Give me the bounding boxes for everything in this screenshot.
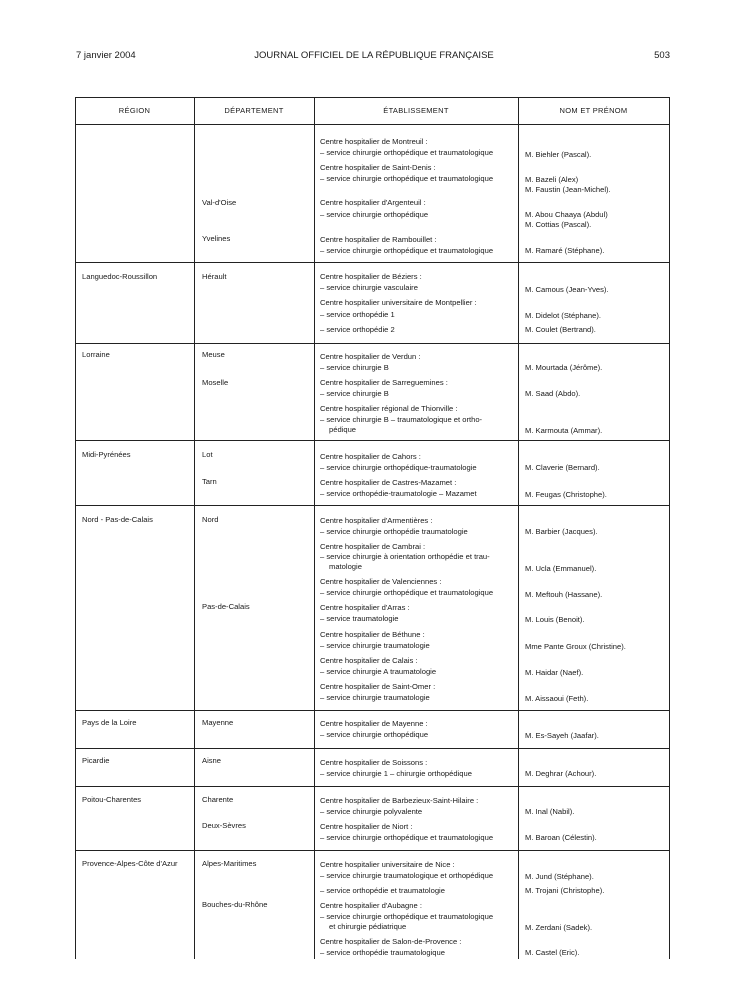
region-separator xyxy=(75,786,670,787)
etablissement: Centre hospitalier de Niort : xyxy=(320,822,413,831)
etablissement: Centre hospitalier de Béziers : xyxy=(320,272,422,281)
etablissement: Centre hospitalier universitaire de Montpellier : xyxy=(320,298,477,307)
table-header-rule xyxy=(75,124,670,125)
service: – service chirurgie traumatologie xyxy=(320,641,430,650)
etablissement: Centre hospitalier d'Armentières : xyxy=(320,516,433,525)
etablissement: Centre hospitalier régional de Thionville : xyxy=(320,404,458,413)
nom-prenom: M. Louis (Benoit). xyxy=(525,615,585,624)
service: et chirurgie pédiatrique xyxy=(329,922,407,931)
etablissement: Centre hospitalier de Sarreguemines : xyxy=(320,378,448,387)
departement: Pas-de-Calais xyxy=(202,602,250,611)
service: – service chirurgie orthopédique et traumatologique xyxy=(320,912,494,921)
etablissement: Centre hospitalier de Valenciennes : xyxy=(320,577,442,586)
region-separator xyxy=(75,710,670,711)
nom-prenom: M. Barbier (Jacques). xyxy=(525,527,598,536)
etablissement: Centre hospitalier de Béthune : xyxy=(320,630,425,639)
departement: Charente xyxy=(202,795,234,804)
nom-prenom: M. Meftouh (Hassane). xyxy=(525,590,603,599)
service: – service chirurgie B – traumatologique et ortho- xyxy=(320,415,483,424)
column-header-etablissement: ÉTABLISSEMENT xyxy=(383,106,449,115)
etablissement: Centre hospitalier de Calais : xyxy=(320,656,418,665)
nom-prenom: M. Zerdani (Sadek). xyxy=(525,923,593,932)
nom-prenom: Mme Pante Groux (Christine). xyxy=(525,642,626,651)
etablissement: Centre hospitalier d'Arras : xyxy=(320,603,410,612)
region: Nord - Pas-de-Calais xyxy=(82,515,153,524)
service: – service chirurgie orthopédie traumatologie xyxy=(320,527,468,536)
region-separator xyxy=(75,440,670,441)
journal-title: JOURNAL OFFICIEL DE LA RÉPUBLIQUE FRANÇAISE xyxy=(254,50,494,61)
nom-prenom: M. Ramaré (Stéphane). xyxy=(525,246,605,255)
departement: Hérault xyxy=(202,272,227,281)
service: – service chirurgie traumatologie xyxy=(320,693,430,702)
service: – service chirurgie à orientation orthopédie et trau- xyxy=(320,552,490,561)
nom-prenom: M. Haidar (Naef). xyxy=(525,668,584,677)
service: pédique xyxy=(329,425,357,434)
nom-prenom: M. Claverie (Bernard). xyxy=(525,463,600,472)
service: – service chirurgie orthopédique et traumatologique xyxy=(320,588,494,597)
etablissement: Centre hospitalier de Salon-de-Provence : xyxy=(320,937,462,946)
column-header-region: RÉGION xyxy=(118,106,151,115)
service: – service chirurgie polyvalente xyxy=(320,807,423,816)
region: Languedoc-Roussillon xyxy=(82,272,158,281)
nom-prenom: M. Abou Chaaya (Abdul) xyxy=(525,210,608,219)
service: – service chirurgie orthopédique xyxy=(320,210,429,219)
etablissement: Centre hospitalier de Soissons : xyxy=(320,758,428,767)
departement: Alpes-Maritimes xyxy=(202,859,257,868)
service: – service chirurgie B xyxy=(320,363,389,372)
service: – service chirurgie vasculaire xyxy=(320,283,418,292)
table-left-rule xyxy=(75,97,76,959)
etablissement: Centre hospitalier de Cambrai : xyxy=(320,542,426,551)
etablissement: Centre hospitalier de Castres-Mazamet : xyxy=(320,478,457,487)
etablissement: Centre hospitalier de Barbezieux-Saint-Hilaire : xyxy=(320,796,479,805)
etablissement: Centre hospitalier de Rambouillet : xyxy=(320,235,437,244)
nom-prenom: M. Aissaoui (Feth). xyxy=(525,694,589,703)
region: Provence-Alpes-Côte d'Azur xyxy=(82,859,178,868)
region: Lorraine xyxy=(82,350,110,359)
nom-prenom: M. Ucla (Emmanuel). xyxy=(525,564,597,573)
service: – service orthopédie 2 xyxy=(320,325,395,334)
departement: Meuse xyxy=(202,350,225,359)
nom-prenom: M. Es-Sayeh (Jaafar). xyxy=(525,731,599,740)
departement: Val-d'Oise xyxy=(202,198,237,207)
departement: Deux-Sèvres xyxy=(202,821,246,830)
region: Poitou-Charentes xyxy=(82,795,142,804)
nom-prenom: M. Coulet (Bertrand). xyxy=(525,325,596,334)
nom-prenom: M. Jund (Stéphane). xyxy=(525,872,594,881)
service: – service chirurgie B xyxy=(320,389,389,398)
nom-prenom: M. Didelot (Stéphane). xyxy=(525,311,601,320)
etablissement: Centre hospitalier de Montreuil : xyxy=(320,137,428,146)
nom-prenom: M. Deghrar (Achour). xyxy=(525,769,597,778)
nom-prenom: M. Biehler (Pascal). xyxy=(525,150,592,159)
service: – service chirurgie orthopédique xyxy=(320,730,429,739)
region-separator xyxy=(75,262,670,263)
service: – service traumatologie xyxy=(320,614,399,623)
nom-prenom: M. Inal (Nabil). xyxy=(525,807,575,816)
etablissement: Centre hospitalier universitaire de Nice : xyxy=(320,860,455,869)
service: – service chirurgie orthopédique et traumatologique xyxy=(320,174,494,183)
nom-prenom: M. Camous (Jean-Yves). xyxy=(525,285,609,294)
region: Pays de la Loire xyxy=(82,718,137,727)
etablissement: Centre hospitalier de Mayenne : xyxy=(320,719,428,728)
etablissement: Centre hospitalier de Saint-Denis : xyxy=(320,163,436,172)
departement: Lot xyxy=(202,450,213,459)
service: – service chirurgie 1 – chirurgie orthopédique xyxy=(320,769,472,778)
service: – service chirurgie A traumatologie xyxy=(320,667,437,676)
service: – service chirurgie orthopédique et traumatologique xyxy=(320,148,494,157)
service: matologie xyxy=(329,562,362,571)
etablissement: Centre hospitalier de Verdun : xyxy=(320,352,421,361)
service: – service orthopédie traumatologique xyxy=(320,948,445,957)
column-divider-etablissement xyxy=(518,97,519,959)
service: – service chirurgie orthopédique et traumatologique xyxy=(320,246,494,255)
departement: Tarn xyxy=(202,477,217,486)
service: – service orthopédie et traumatologie xyxy=(320,886,445,895)
departement: Yvelines xyxy=(202,234,231,243)
service: – service chirurgie traumatologique et orthopédique xyxy=(320,871,494,880)
etablissement: Centre hospitalier d'Aubagne : xyxy=(320,901,422,910)
etablissement: Centre hospitalier d'Argenteuil : xyxy=(320,198,426,207)
region: Picardie xyxy=(82,756,110,765)
region: Midi-Pyrénées xyxy=(82,450,131,459)
departement: Bouches-du-Rhône xyxy=(202,900,268,909)
service: – service chirurgie orthopédique et traumatologique xyxy=(320,833,494,842)
etablissement: Centre hospitalier de Cahors : xyxy=(320,452,421,461)
region-separator xyxy=(75,748,670,749)
nom-prenom: M. Faustin (Jean-Michel). xyxy=(525,185,611,194)
nom-prenom: M. Baroan (Célestin). xyxy=(525,833,597,842)
departement: Mayenne xyxy=(202,718,234,727)
service: – service orthopédie-traumatologie – Mazamet xyxy=(320,489,477,498)
column-divider-region xyxy=(194,97,195,959)
table-right-rule xyxy=(669,97,670,959)
departement: Nord xyxy=(202,515,219,524)
nom-prenom: M. Trojani (Christophe). xyxy=(525,886,605,895)
nom-prenom: M. Saad (Abdo). xyxy=(525,389,581,398)
departement: Aisne xyxy=(202,756,221,765)
page-number: 503 xyxy=(654,50,670,61)
region-separator xyxy=(75,505,670,506)
nom-prenom: M. Castel (Eric). xyxy=(525,948,580,957)
column-header-departement: DÉPARTEMENT xyxy=(224,106,284,115)
nom-prenom: M. Feugas (Christophe). xyxy=(525,490,607,499)
column-header-nom: NOM ET PRÉNOM xyxy=(559,106,628,115)
region-separator xyxy=(75,343,670,344)
page-date: 7 janvier 2004 xyxy=(76,50,136,61)
nom-prenom: M. Bazeli (Alex) xyxy=(525,175,579,184)
nom-prenom: M. Cottias (Pascal). xyxy=(525,220,592,229)
nom-prenom: M. Mourtada (Jérôme). xyxy=(525,363,603,372)
etablissement: Centre hospitalier de Saint-Omer : xyxy=(320,682,436,691)
service: – service orthopédie 1 xyxy=(320,310,395,319)
service: – service chirurgie orthopédique-traumatologie xyxy=(320,463,477,472)
column-divider-departement xyxy=(314,97,315,959)
departement: Moselle xyxy=(202,378,229,387)
nom-prenom: M. Karmouta (Ammar). xyxy=(525,426,603,435)
region-separator xyxy=(75,850,670,851)
